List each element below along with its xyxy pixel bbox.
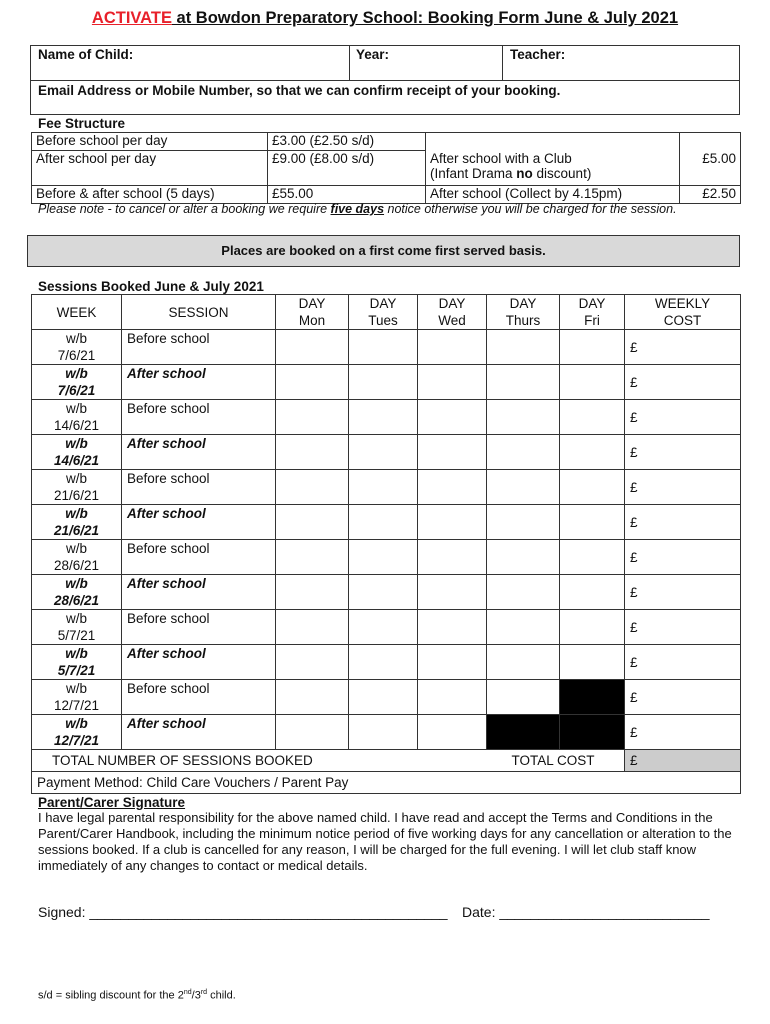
day-cell-wed[interactable]: [418, 610, 487, 645]
day-cell-wed[interactable]: [418, 400, 487, 435]
day-cell-wed[interactable]: [418, 645, 487, 680]
day-cell-thu[interactable]: [487, 645, 560, 680]
day-cell-thu[interactable]: [487, 365, 560, 400]
day-cell-fri[interactable]: [560, 400, 625, 435]
thu-header: DAY Thurs: [487, 295, 560, 330]
date-field[interactable]: Date: ___________________________: [462, 904, 710, 920]
day-cell-tue[interactable]: [349, 505, 418, 540]
week-cell: w/b 5/7/21: [32, 645, 122, 680]
day-cell-wed[interactable]: [418, 330, 487, 365]
session-type: Before school: [122, 330, 276, 365]
club-price: £5.00: [680, 151, 741, 186]
day-cell-wed[interactable]: [418, 575, 487, 610]
tue-header: DAY Tues: [349, 295, 418, 330]
weekly-cost-cell[interactable]: £: [625, 365, 741, 400]
mon-header: DAY Mon: [276, 295, 349, 330]
day-cell-thu[interactable]: [487, 435, 560, 470]
weekly-cost-cell[interactable]: £: [625, 540, 741, 575]
session-type: Before school: [122, 540, 276, 575]
week-cell: w/b 14/6/21: [32, 435, 122, 470]
fee-price: £3.00 (£2.50 s/d): [268, 133, 426, 151]
session-row: [32, 435, 741, 470]
fee-label: After school per day: [32, 151, 268, 186]
session-row: [32, 540, 741, 575]
day-cell-fri[interactable]: [560, 610, 625, 645]
session-type: Before school: [122, 680, 276, 715]
teacher-field[interactable]: Teacher:: [510, 47, 566, 62]
day-cell-fri: [560, 715, 625, 750]
day-cell-tue[interactable]: [349, 470, 418, 505]
week-cell: w/b 12/7/21: [32, 715, 122, 750]
day-cell-tue[interactable]: [349, 610, 418, 645]
signature-declaration: I have legal parental responsibility for the above named child. I have read and accept the Terms and Conditions in the Parent/Carer Handbook, including the minimum notice period of five working days for any cancellation or alteration to the sessions booked. If a club is cancelled for any reason, I will be charged for the full evening. I will let club staff know immediately of any changes to contact or medical details.: [38, 810, 732, 873]
contact-field[interactable]: Email Address or Mobile Number, so that we can confirm receipt of your booking.: [38, 83, 561, 98]
cost-header: WEEKLY COST: [625, 295, 741, 330]
week-cell: w/b 21/6/21: [32, 505, 122, 540]
day-cell-fri[interactable]: [560, 540, 625, 575]
collect-price: £2.50: [680, 186, 741, 204]
day-cell-fri[interactable]: [560, 330, 625, 365]
session-row: [32, 575, 741, 610]
title-text: at Bowdon Preparatory School: Booking Form June & July 2021: [171, 9, 679, 27]
weekly-cost-cell[interactable]: £: [625, 715, 741, 750]
day-cell-thu[interactable]: [487, 680, 560, 715]
session-type: After school: [122, 715, 276, 750]
fee-label: Before & after school (5 days): [32, 186, 268, 204]
day-cell-wed[interactable]: [418, 470, 487, 505]
weekly-cost-cell[interactable]: £: [625, 680, 741, 715]
session-type: Before school: [122, 400, 276, 435]
fee-row: [32, 186, 741, 204]
day-cell-thu[interactable]: [487, 400, 560, 435]
child-name-field[interactable]: Name of Child:: [38, 47, 134, 62]
session-row: [32, 645, 741, 680]
totals-row: [32, 750, 741, 772]
weekly-cost-cell[interactable]: £: [625, 400, 741, 435]
session-type: Before school: [122, 610, 276, 645]
session-type: After school: [122, 365, 276, 400]
signature-heading: Parent/Carer Signature: [38, 795, 186, 810]
session-row: [32, 680, 741, 715]
cancellation-notice: Please note - to cancel or alter a booking we require five days notice otherwise you will be charged for the session.: [38, 202, 677, 216]
fee-price: £55.00: [268, 186, 426, 204]
session-row: [32, 365, 741, 400]
session-type: After school: [122, 505, 276, 540]
day-cell-tue[interactable]: [349, 680, 418, 715]
day-cell-mon[interactable]: [276, 470, 349, 505]
details-divider: [30, 80, 740, 81]
total-sessions-label: TOTAL NUMBER OF SESSIONS BOOKED: [52, 753, 313, 768]
day-cell-tue[interactable]: [349, 330, 418, 365]
day-cell-thu[interactable]: [487, 540, 560, 575]
day-cell-mon[interactable]: [276, 645, 349, 680]
session-type: After school: [122, 645, 276, 680]
session-type: After school: [122, 575, 276, 610]
signed-field[interactable]: Signed: ______________________________________________: [38, 904, 448, 920]
day-cell-thu[interactable]: [487, 505, 560, 540]
fee-row: [32, 133, 741, 151]
day-cell-wed[interactable]: [418, 715, 487, 750]
day-cell-mon[interactable]: [276, 505, 349, 540]
day-cell-tue[interactable]: [349, 435, 418, 470]
year-field[interactable]: Year:: [356, 47, 390, 62]
session-row: [32, 330, 741, 365]
page-title: [0, 9, 770, 28]
fee-price: £9.00 (£8.00 s/d): [268, 151, 426, 186]
session-row: [32, 505, 741, 540]
day-cell-tue[interactable]: [349, 645, 418, 680]
weekly-cost-cell[interactable]: £: [625, 330, 741, 365]
fee-label: Before school per day: [32, 133, 268, 151]
weekly-cost-cell[interactable]: £: [625, 435, 741, 470]
session-row: [32, 470, 741, 505]
day-cell-mon[interactable]: [276, 610, 349, 645]
fri-header: DAY Fri: [560, 295, 625, 330]
day-cell-wed[interactable]: [418, 365, 487, 400]
fee-row: [32, 151, 741, 186]
fee-heading: Fee Structure: [38, 116, 126, 131]
day-cell-fri[interactable]: [560, 470, 625, 505]
day-cell-wed[interactable]: [418, 540, 487, 575]
day-cell-mon[interactable]: [276, 365, 349, 400]
day-cell-mon[interactable]: [276, 400, 349, 435]
session-row: [32, 610, 741, 645]
fee-table: [31, 132, 741, 204]
payment-row: [32, 772, 741, 794]
title-brand: ACTIVATE: [91, 9, 172, 27]
session-type: After school: [122, 435, 276, 470]
day-cell-wed[interactable]: [418, 680, 487, 715]
session-type: Before school: [122, 470, 276, 505]
day-cell-wed[interactable]: [418, 435, 487, 470]
total-cost-label: TOTAL COST: [511, 753, 595, 768]
details-divider-v2: [502, 45, 503, 80]
day-cell-tue[interactable]: [349, 365, 418, 400]
day-cell-fri[interactable]: [560, 505, 625, 540]
day-cell-thu[interactable]: [487, 330, 560, 365]
day-cell-tue[interactable]: [349, 715, 418, 750]
week-cell: w/b 14/6/21: [32, 400, 122, 435]
day-cell-thu[interactable]: [487, 610, 560, 645]
day-cell-fri[interactable]: [560, 645, 625, 680]
week-cell: w/b 21/6/21: [32, 470, 122, 505]
day-cell-mon[interactable]: [276, 540, 349, 575]
header-row: [32, 295, 741, 330]
day-cell-fri[interactable]: [560, 575, 625, 610]
weekly-cost-cell[interactable]: £: [625, 470, 741, 505]
day-cell-wed[interactable]: [418, 505, 487, 540]
session-row: [32, 400, 741, 435]
day-cell-mon[interactable]: [276, 435, 349, 470]
day-cell-fri[interactable]: [560, 435, 625, 470]
weekly-cost-cell[interactable]: £: [625, 575, 741, 610]
day-cell-tue[interactable]: [349, 540, 418, 575]
day-cell-fri: [560, 680, 625, 715]
sessions-heading: Sessions Booked June & July 2021: [38, 279, 264, 294]
week-cell: w/b 7/6/21: [32, 365, 122, 400]
week-cell: w/b 28/6/21: [32, 575, 122, 610]
details-divider-v1: [349, 45, 350, 80]
booking-banner: Places are booked on a first come first served basis.: [27, 235, 740, 267]
day-cell-thu[interactable]: [487, 575, 560, 610]
payment-method[interactable]: Payment Method: Child Care Vouchers / Parent Pay: [32, 772, 741, 794]
day-cell-fri[interactable]: [560, 365, 625, 400]
day-cell-thu: [487, 715, 560, 750]
day-cell-tue[interactable]: [349, 400, 418, 435]
total-cost-value[interactable]: £: [625, 750, 741, 772]
weekly-cost-cell[interactable]: £: [625, 645, 741, 680]
weekly-cost-cell[interactable]: £: [625, 610, 741, 645]
collect-label: After school (Collect by 4.15pm): [426, 186, 680, 204]
day-cell-mon[interactable]: [276, 575, 349, 610]
week-header: WEEK: [32, 295, 122, 330]
week-cell: w/b 28/6/21: [32, 540, 122, 575]
session-header: SESSION: [122, 295, 276, 330]
day-cell-tue[interactable]: [349, 575, 418, 610]
session-row: [32, 715, 741, 750]
day-cell-mon[interactable]: [276, 330, 349, 365]
day-cell-mon[interactable]: [276, 715, 349, 750]
club-label: After school with a Club (Infant Drama no discount): [426, 151, 680, 186]
week-cell: w/b 5/7/21: [32, 610, 122, 645]
weekly-cost-cell[interactable]: £: [625, 505, 741, 540]
week-cell: w/b 12/7/21: [32, 680, 122, 715]
sessions-table: [31, 294, 741, 794]
wed-header: DAY Wed: [418, 295, 487, 330]
day-cell-mon[interactable]: [276, 680, 349, 715]
week-cell: w/b 7/6/21: [32, 330, 122, 365]
sibling-footnote: s/d = sibling discount for the 2nd/3rd child.: [38, 989, 236, 1002]
day-cell-thu[interactable]: [487, 470, 560, 505]
